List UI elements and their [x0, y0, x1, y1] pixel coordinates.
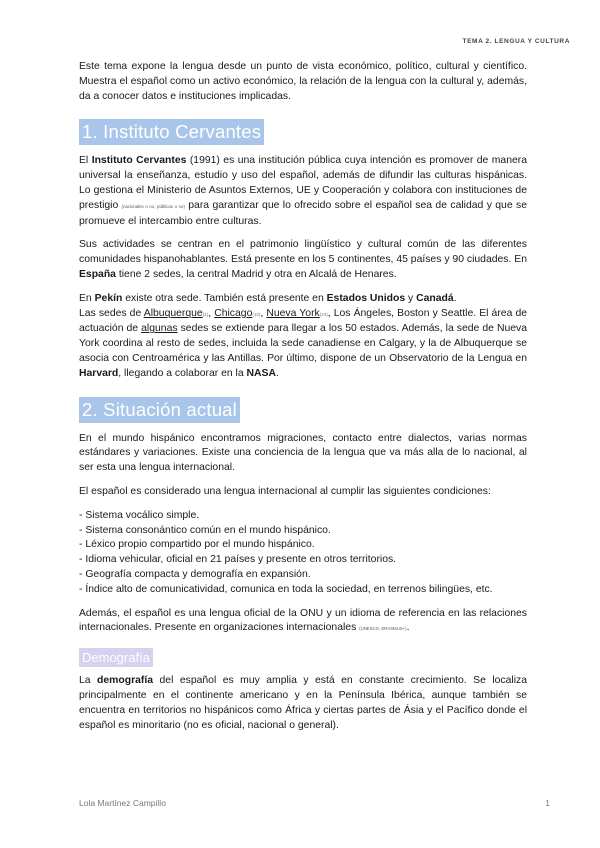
page-number: 1 [545, 798, 550, 808]
onu-paragraph [79, 607, 527, 638]
text: , llegando a colaborar en la [118, 367, 247, 379]
underlined-term: Nueva York [266, 307, 320, 319]
text: . [406, 622, 410, 634]
text: (1991) es una institución pública cuya intención es promover de manera universal la enseñanza, estudio y uso del español, además de difundir las culturas hispánicas. Lo gestiona el Ministerio de Asuntos Externos, UE y Cooperación y colabora con instituciones de prestigio [79, 155, 527, 211]
list-item: - Sistema vocálico simple. [79, 509, 200, 521]
activities-paragraph [79, 238, 527, 282]
text: para garantizar que lo ofrecido sobre el español sea de calidad y que se promueve el intercambio entre culturas. [79, 199, 527, 227]
list-item: - Léxico propio compartido por el mundo hispánico. [79, 539, 315, 551]
demografia-paragraph [79, 674, 527, 733]
text: existe otra sede. También está presente en [122, 292, 327, 304]
bold-term: demografía [97, 675, 154, 687]
list-item: - Geografía compacta y demografía en expansión. [79, 568, 311, 580]
text: Las sedes de [79, 307, 144, 319]
text: y [405, 292, 417, 304]
conditions-intro: El español es considerado una lengua internacional al cumplir las siguientes condiciones: [79, 485, 491, 497]
text: Sus actividades se centran en el patrimonio lingüístico y cultural común de las diferentes comunidades hispanohablantes. Está presente en los 5 continentes, 45 países y 90 ciudades. En [79, 239, 527, 266]
text: del español es muy amplia y está en constante crecimiento. Se localiza principalmente en el continente americano y en la Península Ibérica, aunque también se encuentra en territorios no hispánicos como África y ciertas partes de Ásia y el Pacífico donde el español es minoritario (no es oficial, nacional o general). [79, 675, 527, 731]
intro-paragraph: Este tema expone la lengua desde un punto de vista económico, político, cultural y científico. Muestra el español como un activo económico, la relación de la lengua con la cultural y, además, da a conocer datos e instituciones implicadas. [79, 61, 527, 102]
sedes-paragraph [79, 292, 527, 382]
underlined-term: Albuquerque [143, 307, 203, 319]
text: , Los Ángeles, Boston y Seattle. El área de actuación de [79, 307, 528, 335]
bold-term: Pekín [94, 292, 123, 304]
bold-term: NASA [246, 367, 276, 379]
bold-term: Instituto Cervantes [91, 155, 187, 167]
list-item: - Idioma vehicular, oficial en 21 países y presente en otros territorios. [79, 554, 397, 566]
underlined-term: algunas [141, 323, 178, 335]
text: Además, el español es una lengua oficial de la ONU y un idioma de referencia en las relaciones internacionales. Presente en organizaciones internacionales [79, 607, 527, 634]
demografia-heading: Demografía [79, 648, 153, 667]
section-2-heading: 2. Situación actual [79, 397, 240, 423]
count-note: (10) [252, 311, 261, 317]
text: . [453, 292, 457, 304]
list-item: - Sistema consonántico común en el mundo hispánico. [79, 524, 331, 536]
text: La [79, 675, 98, 687]
text: . [275, 367, 279, 379]
bold-term: España [79, 268, 116, 280]
count-note: (24) [319, 311, 328, 317]
text: , [260, 307, 267, 319]
small-note: (nacionales o no, públicas o no) [121, 203, 185, 209]
footer-author: Lola Martínez Campillo [79, 798, 166, 808]
bold-term: Harvard [79, 367, 119, 379]
text: , [208, 307, 215, 319]
text: En [79, 292, 95, 304]
conditions-list [79, 509, 527, 598]
text: tiene 2 sedes, la central Madrid y otra en Alcalá de Henares. [115, 268, 397, 280]
underlined-term: Chicago [214, 307, 253, 319]
count-note: (1) [202, 311, 209, 317]
situation-paragraph: En el mundo hispánico encontramos migraciones, contacto entre dialectos, varias normas estándares y variaciones. Existe una conciencia de la lengua que va más alla de lo nacional, al ser esta una lengua internacional. [79, 432, 527, 474]
list-item: - Índice alto de comunicatividad, comunica en toda la sociedad, en terrenos bilingües, etc. [79, 583, 493, 595]
header-topic: TEMA 2. LENGUA Y CULTURA [462, 38, 570, 45]
bold-term: Canadá [416, 292, 454, 304]
cervantes-paragraph [79, 154, 527, 229]
text: El [79, 155, 92, 167]
text: sedes se extiende para llegar a los 50 estados. Además, la sede de Nueva York coordina al resto de sedes, incluida la sede canadiense en Calgary, y la de Albuquerque se asocia con Centroamérica y las Antillas. Por último, dispone de un Observatorio de la Lengua en [79, 323, 527, 364]
small-note: (UNESCO, ERASMUS+) [359, 626, 407, 632]
content [79, 60, 527, 742]
bold-term: Estados Unidos [326, 292, 406, 304]
section-1-heading: 1. Instituto Cervantes [79, 119, 264, 145]
